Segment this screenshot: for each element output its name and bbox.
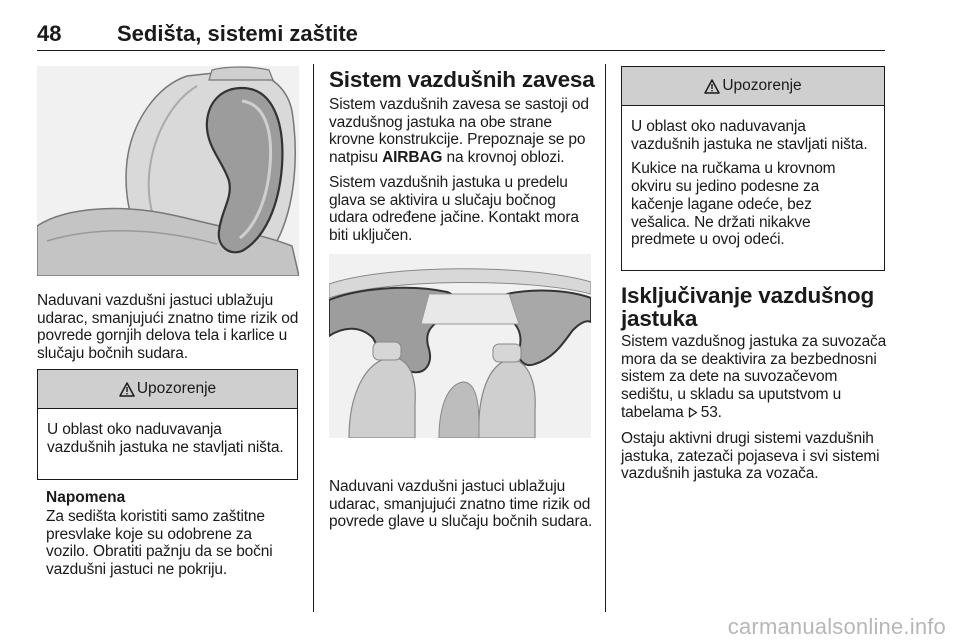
warning-header — [38, 370, 297, 409]
paragraph-curtain-activation: Sistem vazdušnih jastuka u predelu glava se aktivira u slučaju bočnog udara određene jačine. Kontakt mora biti uključen. — [329, 174, 579, 245]
paragraph-other-systems: Ostaju aktivni drugi sistemi vazdušnih jastuka, zatezači pojaseva i svi sistemi vazdušnih jastuka za vozača. — [621, 430, 880, 483]
page-reference-triangle-icon — [688, 407, 698, 418]
warning-body — [622, 106, 884, 249]
column-divider-left — [313, 64, 314, 612]
note-text: Za sedišta koristiti samo zaštitne presvlake koje su odobrene za vozilo. Obratiti pažnju da se bočni vazdušni jastuci ne pokriju. — [46, 508, 273, 579]
heading-curtain-airbag: Sistem vazdušnih zavesa — [329, 67, 595, 92]
column-divider-right — [605, 64, 606, 612]
figure-caption-curtain-airbag: Naduvani vazdušni jastuci ublažuju udarac, smanjujući znatno time rizik od povrede glave u slučaju bočnih sudara. — [329, 478, 593, 531]
side-airbag-seat-illustration — [37, 66, 299, 276]
paragraph-text: Sistem vazdušnih zavesa se sastoji od vazdušnog jastuka na obe strane krovne konstrukcije. Prepoznaje se po natpisu — [329, 96, 589, 167]
warning-title: Upozorenje — [136, 380, 217, 397]
warning-box-right — [621, 66, 885, 271]
warning-text: Kukice na ručkama u krovnom okviru su jedino podesne za kačenje lagane odeće, bez vešalica. Ne držati nikakve predmete u ovoj odeći. — [631, 160, 836, 249]
paragraph-deactivation — [621, 333, 889, 422]
page-reference[interactable]: 53. — [700, 403, 722, 421]
page-header — [37, 6, 885, 50]
warning-header — [622, 67, 884, 106]
section-title: Sedišta, sistemi zaštite — [117, 21, 358, 46]
paragraph-text: na krovnoj oblozi. — [442, 149, 565, 167]
paragraph-curtain-intro — [329, 96, 597, 167]
airbag-label: AIRBAG — [382, 149, 443, 167]
watermark: carmanualsonline.info — [727, 614, 946, 639]
warning-body — [38, 409, 297, 456]
warning-text: U oblast oko naduvavanja vazdušnih jastuka ne stavljati ništa. — [47, 421, 284, 456]
curtain-airbag-interior-illustration — [329, 254, 591, 438]
paragraph-text: Sistem vazdušnog jastuka za suvozača mora da se deaktivira za bezbednosni sistem za dete na suvozačevom sedištu, u skladu sa uputstvom u tabelama — [621, 333, 887, 421]
warning-box-left — [37, 369, 298, 480]
warning-triangle-icon — [119, 382, 135, 397]
warning-title: Upozorenje — [722, 77, 802, 94]
note-title: Napomena — [46, 489, 126, 506]
warning-text: U oblast oko naduvavanja vazdušnih jastuka ne stavljati ništa. — [631, 118, 868, 153]
warning-triangle-icon — [704, 79, 720, 94]
page-number: 48 — [37, 21, 62, 46]
heading-airbag-deactivation: Isključivanje vazdušnog jastuka — [621, 283, 874, 331]
header-rule — [37, 50, 885, 51]
figure-caption-seat-airbag: Naduvani vazdušni jastuci ublažuju udarac, smanjujući znatno time rizik od povrede gornjih delova tela i karlice u slučaju bočnih sudara. — [37, 292, 299, 363]
